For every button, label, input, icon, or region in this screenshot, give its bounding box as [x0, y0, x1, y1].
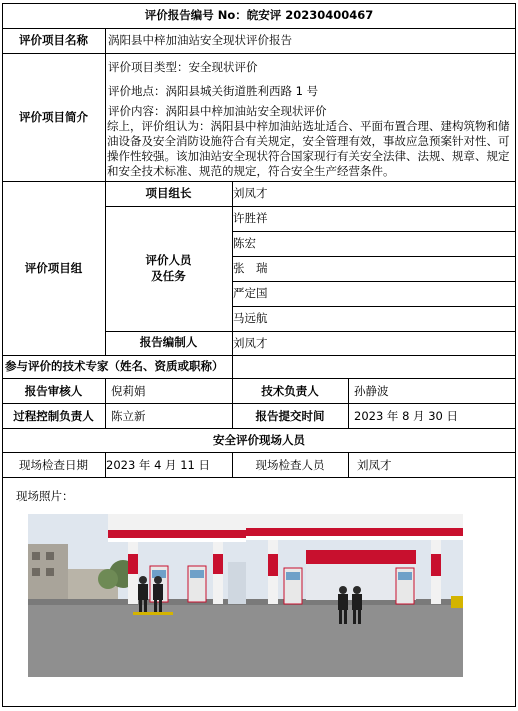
row-divider — [232, 281, 516, 282]
inspection-date: 2023 年 4 月 11 日 — [106, 458, 210, 472]
evaluator-5: 马远航 — [233, 311, 268, 325]
team-leader: 刘凤才 — [233, 186, 268, 200]
evaluation-group-label: 评价项目组 — [24, 261, 83, 275]
project-name-label: 评价项目名称 — [19, 33, 88, 47]
gas-station-photo-2 — [246, 514, 463, 677]
report-writer: 刘凤才 — [233, 336, 268, 350]
submit-time-label: 报告提交时间 — [255, 409, 325, 423]
row-divider — [232, 256, 516, 257]
row-divider — [232, 306, 516, 307]
report-number: 评价报告编号 No：皖安评 20230400467 — [144, 8, 374, 22]
row-divider — [2, 181, 516, 182]
onsite-personnel-label: 安全评价现场人员 — [213, 433, 305, 447]
photos-label: 现场照片： — [16, 489, 74, 503]
project-summary: 综上，评价组认为：涡阳县中梓加油站选址适合、平面布置合理、建构筑物和储油设备及安全消防设施符合有关规定，安全管理有效，事故应急预案针对性、可操作性较强。该加油站安全现状符合国家现行有关安全法律、法规、规章、规定和安全技术标准、规范的规定，符合安全生产经营条件。 — [107, 119, 510, 178]
row-divider — [2, 403, 516, 404]
site-photo-2 — [246, 514, 463, 677]
submit-time: 2023 年 8 月 30 日 — [354, 409, 458, 423]
row-divider — [105, 206, 516, 207]
row-divider — [232, 231, 516, 232]
row-divider — [2, 428, 516, 429]
inspectors-label: 现场检查人员 — [255, 458, 325, 472]
project-type: 评价项目类型：安全现状评价 — [108, 60, 258, 74]
report-writer-label: 报告编制人 — [139, 335, 198, 349]
row-divider — [105, 331, 516, 332]
border-top — [2, 3, 516, 4]
evaluator-3: 张 瑞 — [233, 261, 268, 275]
col-divider — [105, 378, 106, 428]
tech-lead-label: 技术负责人 — [261, 384, 319, 398]
inspectors: 刘凤才 — [357, 458, 392, 472]
project-intro-label: 评价项目简介 — [19, 110, 88, 124]
row-divider — [2, 28, 516, 29]
report-reviewer-label: 报告审核人 — [24, 384, 83, 398]
site-photo-1 — [28, 514, 246, 677]
evaluators-label: 评价人员 及任务 — [145, 253, 192, 283]
row-divider — [2, 53, 516, 54]
project-content: 评价内容：涡阳县中梓加油站安全现状评价 — [108, 104, 327, 118]
report-reviewer: 倪莉娟 — [111, 384, 146, 398]
gas-station-photo-1 — [28, 514, 246, 677]
evaluator-4: 严定国 — [233, 286, 268, 300]
experts-label: 参与评价的技术专家（姓名、资质或职称） — [5, 359, 224, 373]
col-divider — [348, 378, 349, 428]
col-divider — [232, 355, 233, 378]
process-controller: 陈立新 — [111, 409, 146, 423]
col-divider — [348, 452, 349, 477]
project-location: 评价地点：涡阳县城关街道胜利西路 1 号 — [108, 84, 319, 98]
process-controller-label: 过程控制负责人 — [13, 409, 94, 423]
row-divider — [2, 378, 516, 379]
border-bottom — [2, 706, 516, 707]
project-name: 涡阳县中梓加油站安全现状评价报告 — [108, 33, 292, 47]
row-divider — [2, 477, 516, 478]
team-leader-label: 项目组长 — [145, 186, 192, 200]
inspection-date-label: 现场检查日期 — [19, 458, 88, 472]
row-divider — [2, 452, 516, 453]
evaluator-2: 陈宏 — [233, 236, 256, 250]
tech-lead: 孙静波 — [354, 384, 389, 398]
evaluator-1: 许胜祥 — [233, 211, 268, 225]
row-divider — [2, 355, 516, 356]
